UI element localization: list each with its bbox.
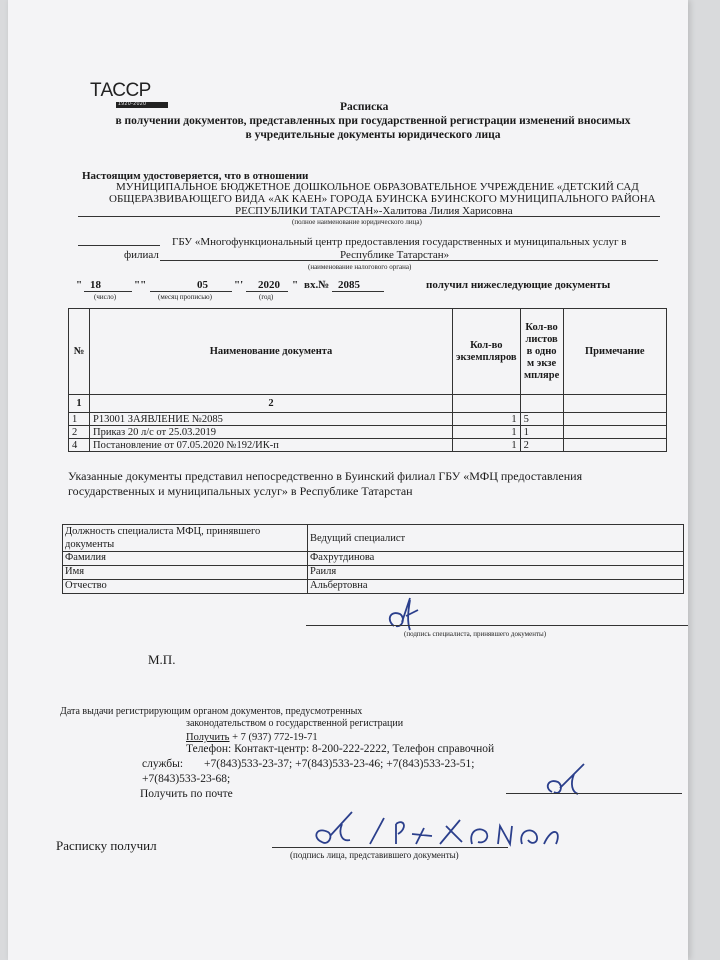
row-sheets: 5 xyxy=(520,413,563,426)
reg-number-underline xyxy=(332,291,384,292)
year-caption: (год) xyxy=(259,293,274,301)
index-sheets xyxy=(520,395,563,413)
header-copies: Кол-во экземпляров xyxy=(453,309,521,395)
header-sheets: Кол-во листов в одном экземпляре xyxy=(520,309,563,395)
specialist-row xyxy=(63,566,684,580)
stamp-place: М.П. xyxy=(148,652,176,667)
certify-intro: Настоящим удостоверяется, что в отношении xyxy=(82,170,309,182)
patronymic-label: Отчество xyxy=(63,580,308,594)
reg-number: 2085 xyxy=(338,279,360,291)
row-name: Приказ 20 л/с от 25.03.2019 xyxy=(90,426,453,439)
row-copies: 1 xyxy=(453,413,521,426)
position-label: Должность специалиста МФЦ, принявшего документы xyxy=(63,525,308,552)
row-num: 4 xyxy=(69,439,90,452)
date-year: 2020 xyxy=(258,279,280,291)
row-sheets: 1 xyxy=(520,426,563,439)
specialist-table xyxy=(62,524,684,594)
table-index-row xyxy=(69,395,667,413)
month-caption: (месяц прописью) xyxy=(158,293,212,301)
issue-line-1: Дата выдачи регистрирующим органом документов, предусмотренных xyxy=(60,706,363,717)
table-header-row xyxy=(69,309,667,395)
pickup-signature-line xyxy=(506,793,682,794)
name-label: Имя xyxy=(63,566,308,580)
tassr-logo xyxy=(90,80,174,110)
row-name: Постановление от 07.05.2020 №192/ИК-п xyxy=(90,439,453,452)
surname-label: Фамилия xyxy=(63,552,308,566)
row-copies: 1 xyxy=(453,426,521,439)
specialist-signature-caption: (подпись специалиста, принявшего документы) xyxy=(404,630,547,638)
phone-line: Телефон: Контакт-центр: 8-200-222-2222, Телефон справочной xyxy=(186,743,495,755)
mail-pickup: Получить по почте xyxy=(140,788,233,800)
row-copies: 1 xyxy=(453,439,521,452)
month-underline xyxy=(150,291,232,292)
table-row xyxy=(69,426,667,439)
header-note: Примечание xyxy=(563,309,666,395)
logo-text: ТАССР xyxy=(90,80,151,101)
position-value: Ведущий специалист xyxy=(308,525,684,552)
date-quote-3: "' xyxy=(234,279,244,291)
submitted-line-2: государственных и муниципальных услуг» в Республике Татарстан xyxy=(68,484,413,498)
applicant-signature-line xyxy=(272,847,508,848)
table-row xyxy=(69,439,667,452)
row-note xyxy=(563,413,666,426)
specialist-row xyxy=(63,552,684,566)
issue-line-2: законодательством о государственной регистрации xyxy=(186,718,404,729)
logo-years: 1920-2020 xyxy=(118,101,147,107)
service-label: службы: xyxy=(142,758,184,770)
documents-table xyxy=(68,308,667,452)
year-underline xyxy=(246,291,288,292)
surname-value: Фахрутдинова xyxy=(308,552,684,566)
specialist-row xyxy=(63,580,684,594)
document-subtitle-2: в учредительные документы юридического лица xyxy=(245,129,501,141)
authority-line-1: ГБУ «Многофункциональный центр предоставления государственных и муниципальных услуг в xyxy=(172,236,627,248)
applicant-signature xyxy=(300,806,566,852)
document-title: Расписка xyxy=(340,101,389,113)
org-name-line-3: РЕСПУБЛИКИ ТАТАРСТАН»-Халитова Лилия Харисовна xyxy=(235,205,513,217)
org-underline xyxy=(78,216,660,217)
row-num: 2 xyxy=(69,426,90,439)
authority-underline xyxy=(160,260,658,261)
date-quote-2: "" xyxy=(134,279,147,291)
row-note xyxy=(563,426,666,439)
receipt-caption: (подпись лица, представившего документы) xyxy=(290,850,459,860)
authority-prefix: филиал xyxy=(124,249,159,261)
table-row xyxy=(69,413,667,426)
received-text: получил нижеследующие документы xyxy=(426,279,611,291)
row-note xyxy=(563,439,666,452)
submitted-line-1: Указанные документы представил непосредственно в Буинский филиал ГБУ «МФЦ предоставления xyxy=(68,469,583,483)
index-num: 1 xyxy=(69,395,90,413)
issue-get-row xyxy=(186,732,318,743)
service-phones-2: +7(843)533-23-68; xyxy=(142,773,231,785)
name-value: Раиля xyxy=(308,566,684,580)
specialist-row xyxy=(63,525,684,552)
authority-line-2: Республике Татарстан» xyxy=(340,249,450,261)
authority-blank-line xyxy=(78,245,160,246)
authority-caption: (наименование налогового органа) xyxy=(308,263,412,271)
header-num: № xyxy=(69,309,90,395)
reg-number-label: вх.№ xyxy=(304,279,330,291)
index-note xyxy=(563,395,666,413)
date-quote-1: " xyxy=(76,279,83,291)
day-caption: (число) xyxy=(94,293,117,301)
row-name: Р13001 ЗАЯВЛЕНИЕ №2085 xyxy=(90,413,453,426)
header-name: Наименование документа xyxy=(90,309,453,395)
org-caption: (полное наименование юридического лица) xyxy=(292,218,422,226)
date-day: 18 xyxy=(90,279,101,291)
service-phones-1: +7(843)533-23-37; +7(843)533-23-46; +7(843)533-23-51; xyxy=(204,758,475,770)
date-month: 05 xyxy=(197,279,208,291)
get-phone: + 7 (937) 772-19-71 xyxy=(229,732,318,743)
date-quote-4: " xyxy=(292,279,299,291)
org-name-line-2: ОБЩЕРАЗВИВАЮЩЕГО ВИДА «АК КАЕН» ГОРОДА БУИНСКА БУИНСКОГО МУНИЦИПАЛЬНОГО РАЙОНА xyxy=(109,193,656,205)
index-copies xyxy=(453,395,521,413)
receipt-label: Расписку получил xyxy=(56,838,157,853)
index-name: 2 xyxy=(90,395,453,413)
row-sheets: 2 xyxy=(520,439,563,452)
document-subtitle-1: в получении документов, представленных при государственной регистрации изменений вносимых xyxy=(115,115,631,127)
row-num: 1 xyxy=(69,413,90,426)
patronymic-value: Альбертовна xyxy=(308,580,684,594)
get-label: Получить xyxy=(186,732,230,743)
org-name-line-1: МУНИЦИПАЛЬНОЕ БЮДЖЕТНОЕ ДОШКОЛЬНОЕ ОБРАЗОВАТЕЛЬНОЕ УЧРЕЖДЕНИЕ «ДЕТСКИЙ САД xyxy=(116,181,639,193)
specialist-signature-line xyxy=(306,625,688,626)
day-underline xyxy=(84,291,132,292)
